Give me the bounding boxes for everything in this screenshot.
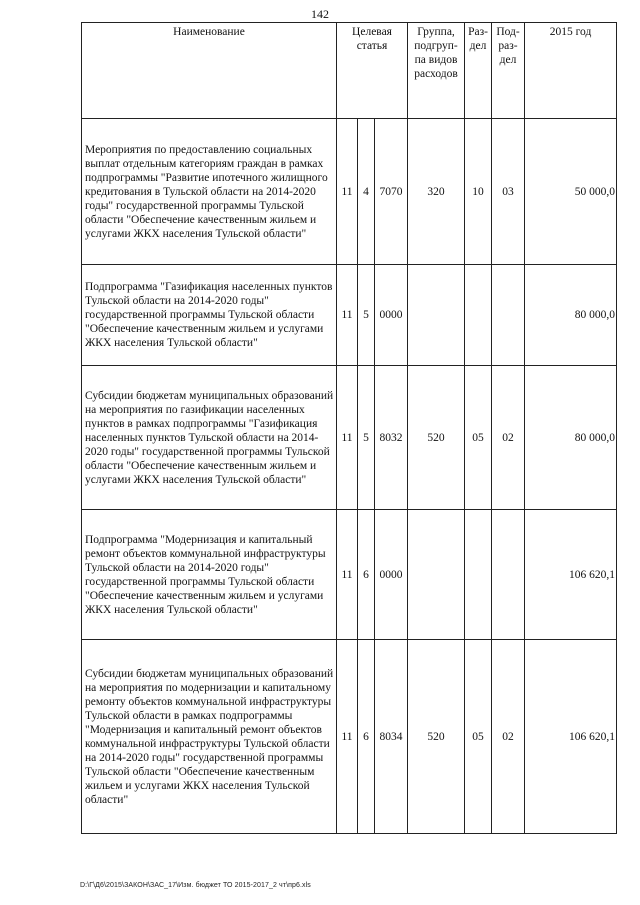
- table-row: [82, 119, 617, 265]
- row-section: [465, 510, 492, 640]
- row-target-code-1: 11: [337, 510, 358, 640]
- header-target-article: Целевая статья: [337, 23, 408, 119]
- row-section: 05: [465, 366, 492, 510]
- row-target-code-2: 5: [358, 265, 375, 366]
- row-section: 10: [465, 119, 492, 265]
- row-target-code-3: 8032: [375, 366, 408, 510]
- row-subsection: 02: [492, 640, 525, 834]
- row-expense-group: 520: [408, 366, 465, 510]
- row-name: Подпрограмма "Газификация населенных пунктов Тульской области на 2014-2020 годы" государственной программы Тульской области "Обеспечение качественным жильем и услугами ЖКХ населения Тульской области": [82, 265, 337, 366]
- row-expense-group: [408, 265, 465, 366]
- row-target-code-2: 5: [358, 366, 375, 510]
- row-target-code-2: 6: [358, 640, 375, 834]
- row-amount: 106 620,1: [525, 640, 617, 834]
- table-header-row: [82, 23, 617, 119]
- row-target-code-3: 0000: [375, 510, 408, 640]
- row-target-code-3: 7070: [375, 119, 408, 265]
- header-subsection: Под- раз- дел: [492, 23, 525, 119]
- row-target-code-2: 4: [358, 119, 375, 265]
- budget-table: [81, 22, 617, 834]
- header-name: Наименование: [82, 23, 337, 119]
- row-expense-group: [408, 510, 465, 640]
- row-subsection: [492, 510, 525, 640]
- row-amount: 80 000,0: [525, 265, 617, 366]
- row-target-code-1: 11: [337, 366, 358, 510]
- row-target-code-3: 0000: [375, 265, 408, 366]
- header-section: Раз- дел: [465, 23, 492, 119]
- page-number: 142: [311, 7, 329, 21]
- header-expense-group: Группа, подгруп- па видов расходов: [408, 23, 465, 119]
- row-name: Мероприятия по предоставлению социальных выплат отдельным категориям граждан в рамках подпрограммы "Развитие ипотечного жилищного кредитования в Тульской области на 2014-2020 годы" государственной программы Тульской области "Обеспечение качественным жильем и услугами ЖКХ населения Тульской области": [82, 119, 337, 265]
- row-expense-group: 520: [408, 640, 465, 834]
- file-path-footer: D:\Г\Д6\2015\ЗАКОН\ЗАС_17\Изм. бюджет ТО 2015-2017_2 чт\пр6.xls: [80, 882, 311, 889]
- row-target-code-2: 6: [358, 510, 375, 640]
- table-row: [82, 510, 617, 640]
- row-section: 05: [465, 640, 492, 834]
- row-target-code-1: 11: [337, 265, 358, 366]
- row-subsection: 03: [492, 119, 525, 265]
- table-row: [82, 366, 617, 510]
- row-target-code-3: 8034: [375, 640, 408, 834]
- row-amount: 106 620,1: [525, 510, 617, 640]
- row-expense-group: 320: [408, 119, 465, 265]
- row-target-code-1: 11: [337, 640, 358, 834]
- row-section: [465, 265, 492, 366]
- row-name: Субсидии бюджетам муниципальных образований на мероприятия по газификации населенных пунктов в рамках подпрограммы "Газификация населенных пунктов Тульской области на 2014-2020 годы" государственной программы Тульской области "Обеспечение качественным жильем и услугами ЖКХ населения Тульской области": [82, 366, 337, 510]
- row-amount: 80 000,0: [525, 366, 617, 510]
- row-amount: 50 000,0: [525, 119, 617, 265]
- table-row: [82, 265, 617, 366]
- row-name: Подпрограмма "Модернизация и капитальный ремонт объектов коммунальной инфраструктуры Тульской области на 2014-2020 годы" государственной программы Тульской области "Обеспечение качественным жильем и услугами ЖКХ населения Тульской области": [82, 510, 337, 640]
- row-name: Субсидии бюджетам муниципальных образований на мероприятия по модернизации и капитальному ремонту объектов коммунальной инфраструктуры Тульской области в рамках подпрограммы "Модернизация и капитальный ремонт объектов коммунальной инфраструктуры Тульской области на 2014-2020 годы" государственной программы Тульской области "Обеспечение качественным жильем и услугами ЖКХ населения Тульской области": [82, 640, 337, 834]
- row-target-code-1: 11: [337, 119, 358, 265]
- row-subsection: [492, 265, 525, 366]
- row-subsection: 02: [492, 366, 525, 510]
- header-year: 2015 год: [525, 23, 617, 119]
- table-row: [82, 640, 617, 834]
